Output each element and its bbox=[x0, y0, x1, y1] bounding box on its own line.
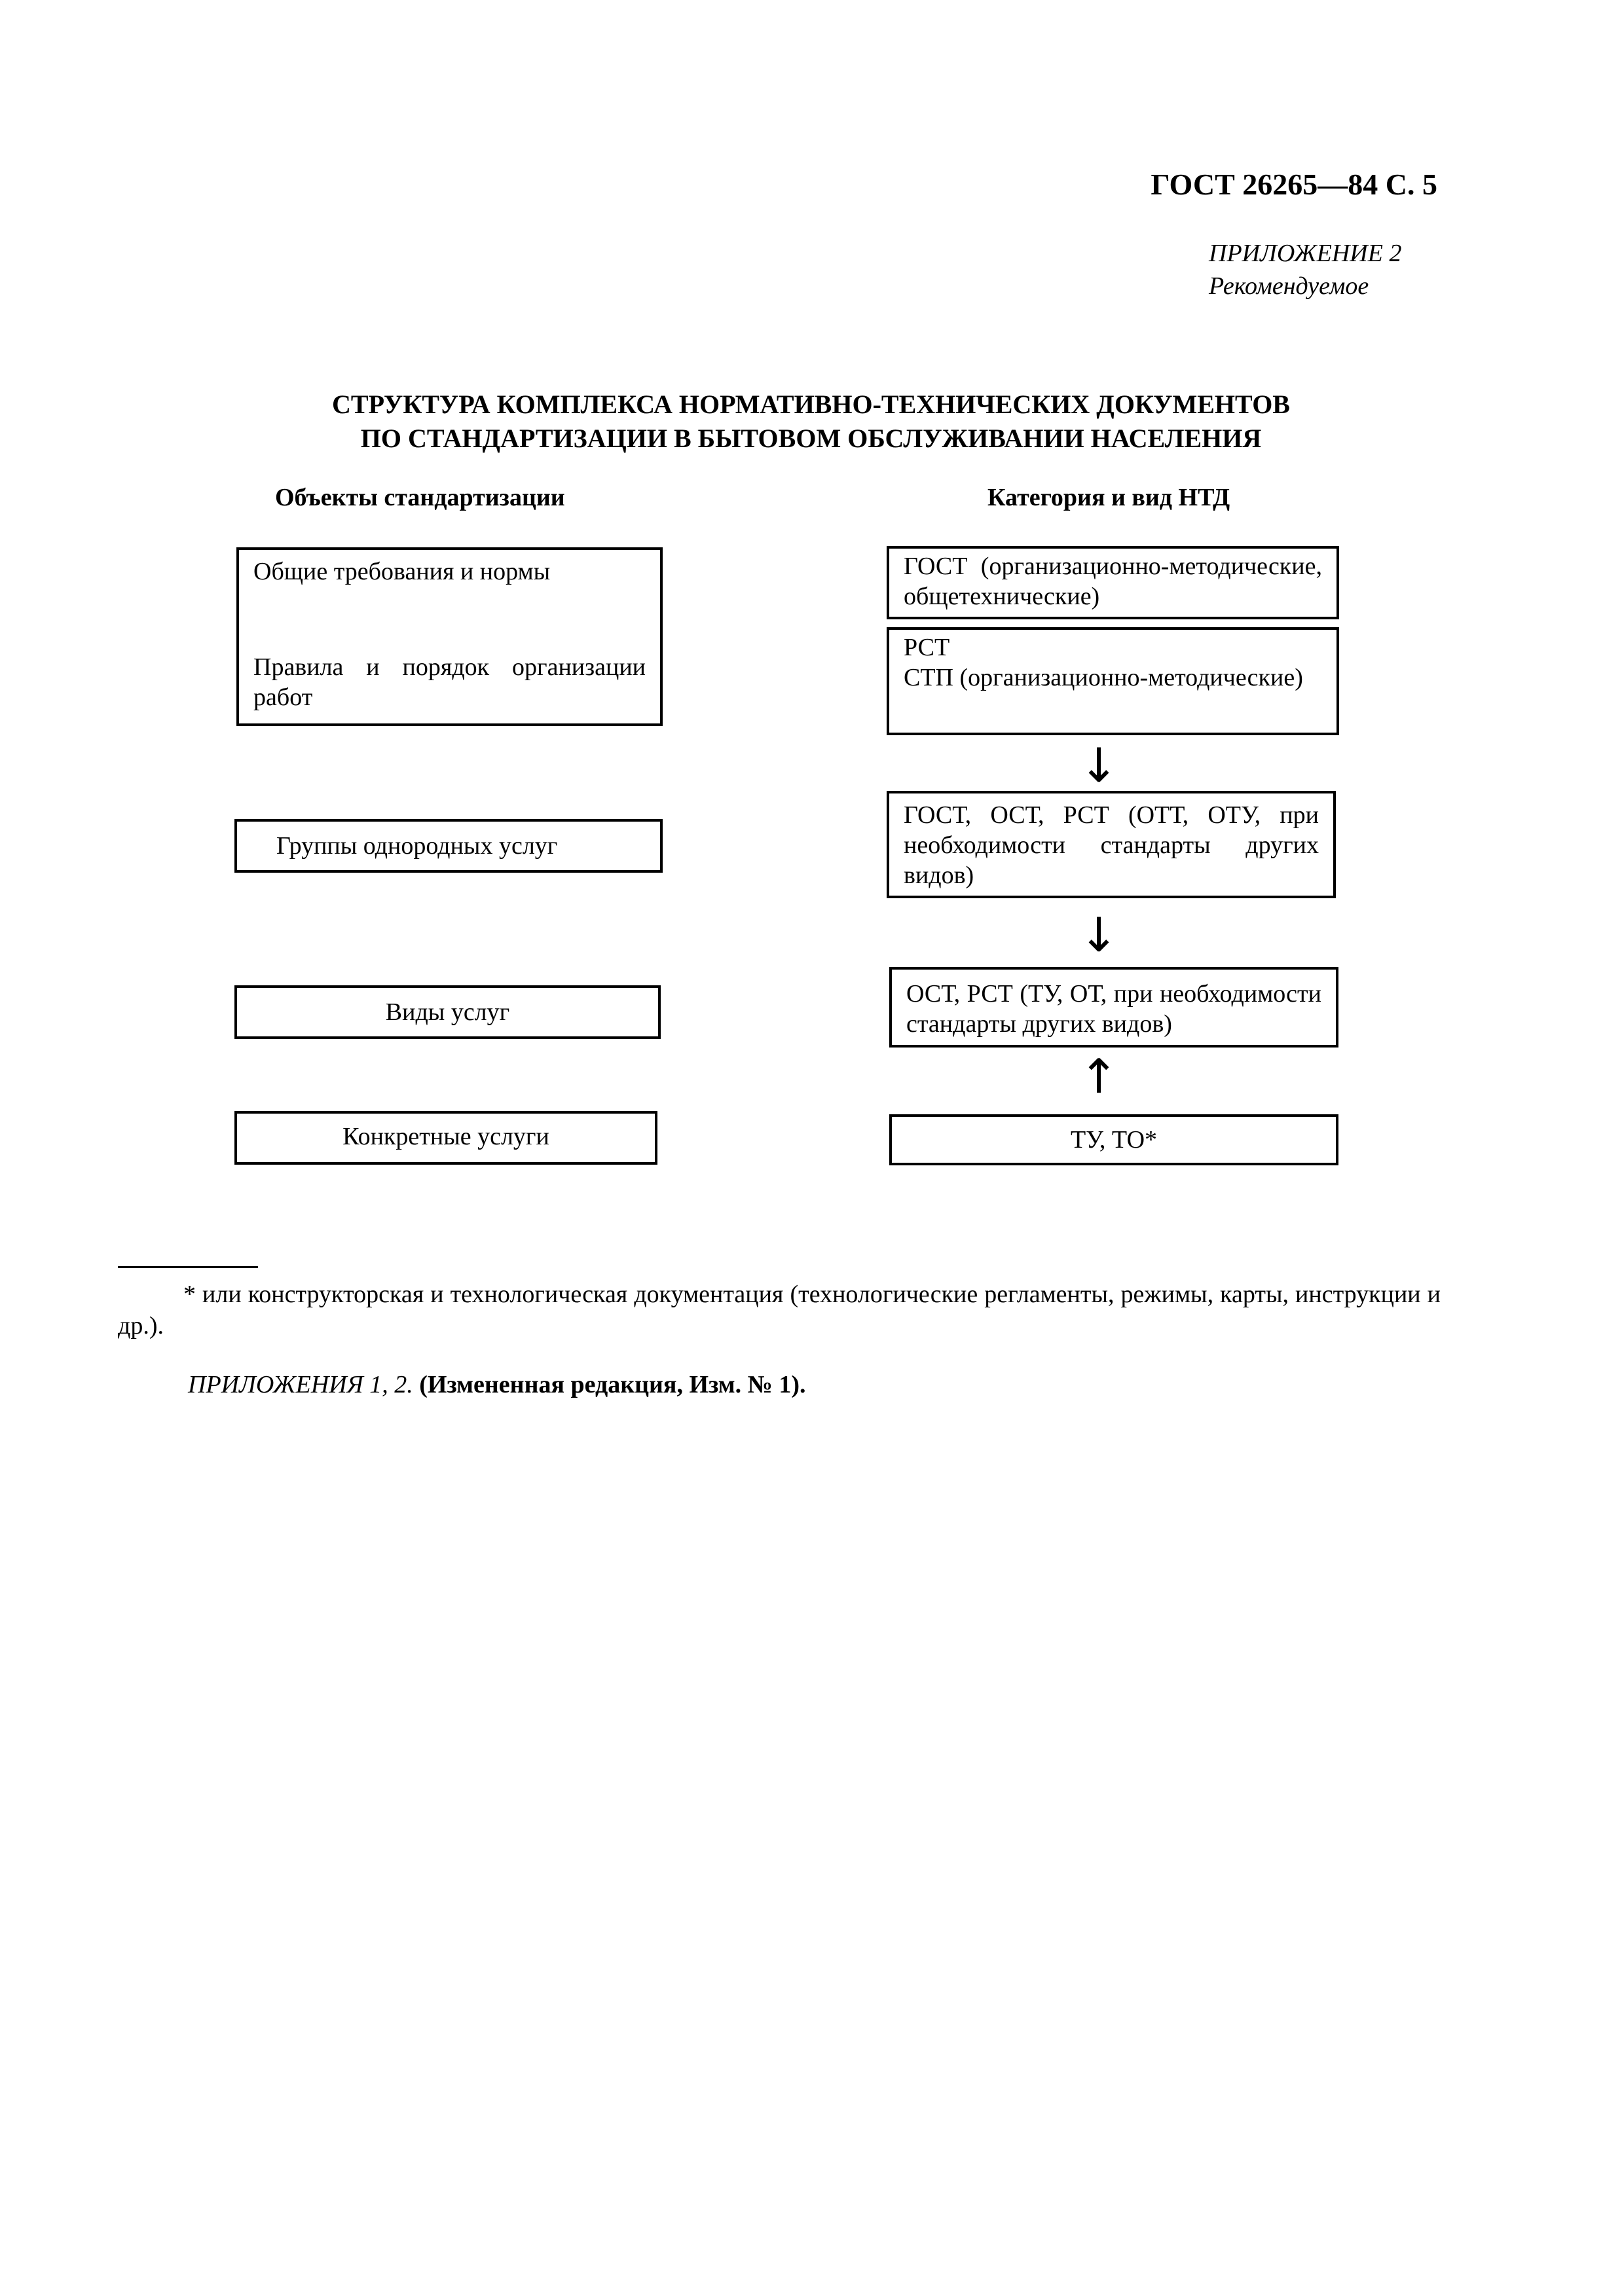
appendix-block bbox=[1209, 237, 1401, 302]
box-concrete-services: Конкретные услуги bbox=[234, 1111, 657, 1165]
box-group-standards: ГОСТ, ОСТ, РСТ (ОТТ, ОТУ, при необходимости стандарты других видов) bbox=[887, 791, 1336, 898]
arrow-down-2: ↓ bbox=[1079, 907, 1119, 962]
amendment-text: (Измененная редакция, Изм. № 1). bbox=[419, 1371, 806, 1398]
box-service-groups: Группы однородных услуг bbox=[234, 819, 663, 873]
appendix-label: ПРИЛОЖЕНИЕ 2 bbox=[1209, 240, 1402, 267]
title-line-1: СТРУКТУРА КОМПЛЕКСА НОРМАТИВНО-ТЕХНИЧЕСКИХ ДОКУМЕНТОВ bbox=[332, 390, 1290, 419]
document-reference: ГОСТ 26265—84 С. 5 bbox=[1151, 168, 1437, 201]
column-header-categories: Категория и вид НТД bbox=[987, 484, 1230, 511]
column-header-objects: Объекты стандартизации bbox=[275, 484, 565, 511]
general-requirements-text: Общие требования и нормы bbox=[253, 558, 551, 585]
stp-text: СТП (организационно-методические) bbox=[904, 664, 1303, 691]
page-title bbox=[0, 388, 1622, 456]
box-general-requirements bbox=[236, 547, 663, 726]
title-line-2: ПО СТАНДАРТИЗАЦИИ В БЫТОВОМ ОБСЛУЖИВАНИИ НАСЕЛЕНИЯ bbox=[360, 424, 1262, 453]
footnote-rule bbox=[118, 1266, 258, 1268]
box-gost-general: ГОСТ (организационно-методические, общетехнические) bbox=[887, 546, 1339, 619]
amendment-ref: ПРИЛОЖЕНИЯ 1, 2. bbox=[188, 1371, 413, 1398]
box-tu-to: ТУ, ТО* bbox=[889, 1114, 1338, 1165]
box-type-standards: ОСТ, РСТ (ТУ, ОТ, при необходимости стандарты других видов) bbox=[889, 967, 1338, 1048]
amendment-note bbox=[188, 1370, 806, 1399]
box-rst-stp bbox=[887, 627, 1339, 735]
arrow-up: ↑ bbox=[1079, 1049, 1119, 1104]
box-service-types: Виды услуг bbox=[234, 985, 661, 1039]
rst-text: РСТ bbox=[904, 634, 950, 661]
appendix-status: Рекомендуемое bbox=[1209, 272, 1369, 300]
arrow-down-1: ↓ bbox=[1079, 738, 1119, 793]
footnote: * или конструкторская и технологическая документация (технологические регламенты, режимы, карты, инструкции и др.). bbox=[118, 1281, 1441, 1339]
work-rules-text: Правила и порядок организации работ bbox=[253, 653, 646, 711]
